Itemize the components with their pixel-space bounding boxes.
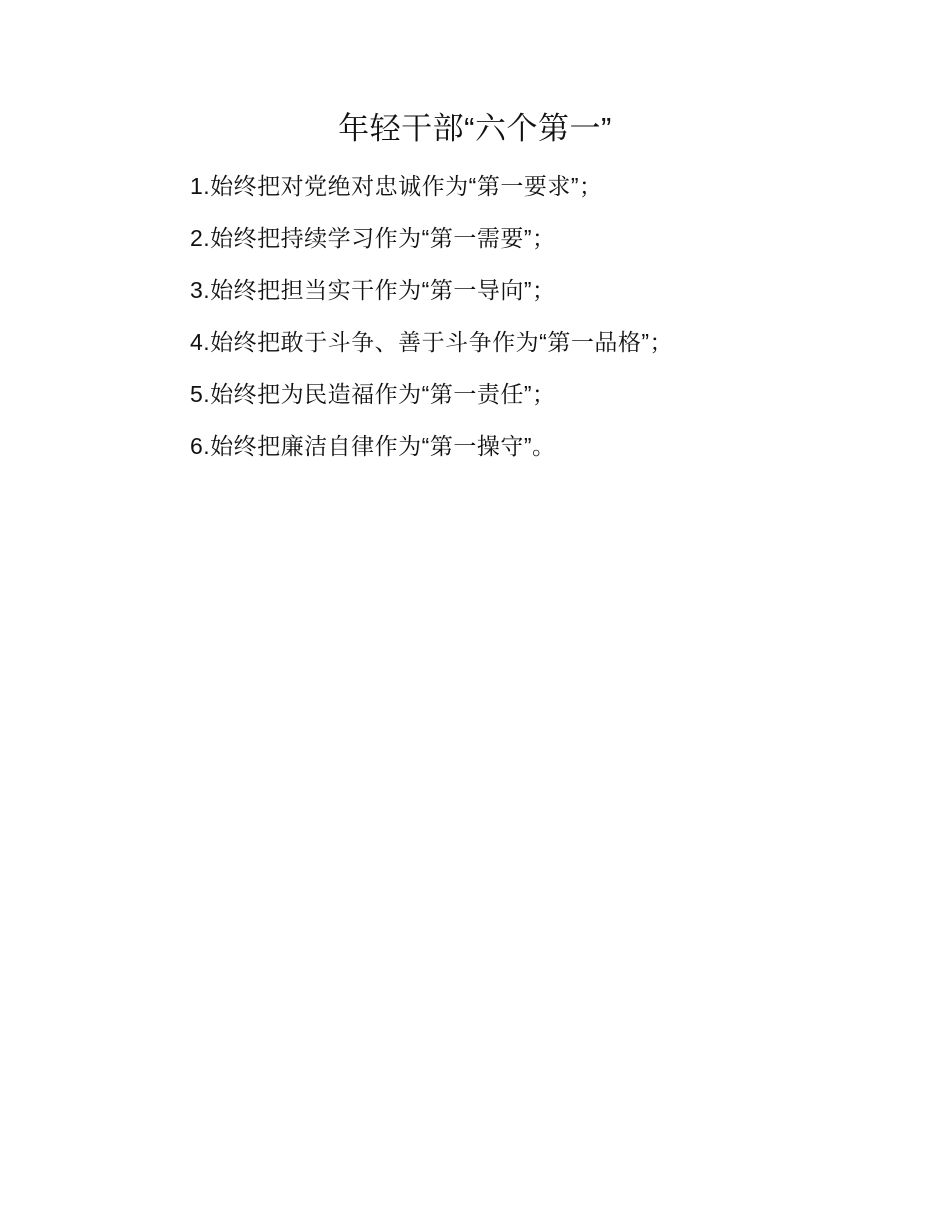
list-item-6: 6.始终把廉洁自律作为“第一操守”。 bbox=[190, 433, 556, 460]
document-title: 年轻干部“六个第一” bbox=[338, 111, 612, 146]
list-item-1: 1.始终把对党绝对忠诚作为“第一要求”； bbox=[190, 173, 603, 200]
list-item-2: 2.始终把持续学习作为“第一需要”； bbox=[190, 225, 556, 252]
list-item-5: 5.始终把为民造福作为“第一责任”； bbox=[190, 381, 556, 408]
list-item-3: 3.始终把担当实干作为“第一导向”； bbox=[190, 277, 556, 304]
document-content bbox=[0, 0, 950, 458]
list-item-4: 4.始终把敢于斗争、善于斗争作为“第一品格”； bbox=[190, 329, 673, 356]
